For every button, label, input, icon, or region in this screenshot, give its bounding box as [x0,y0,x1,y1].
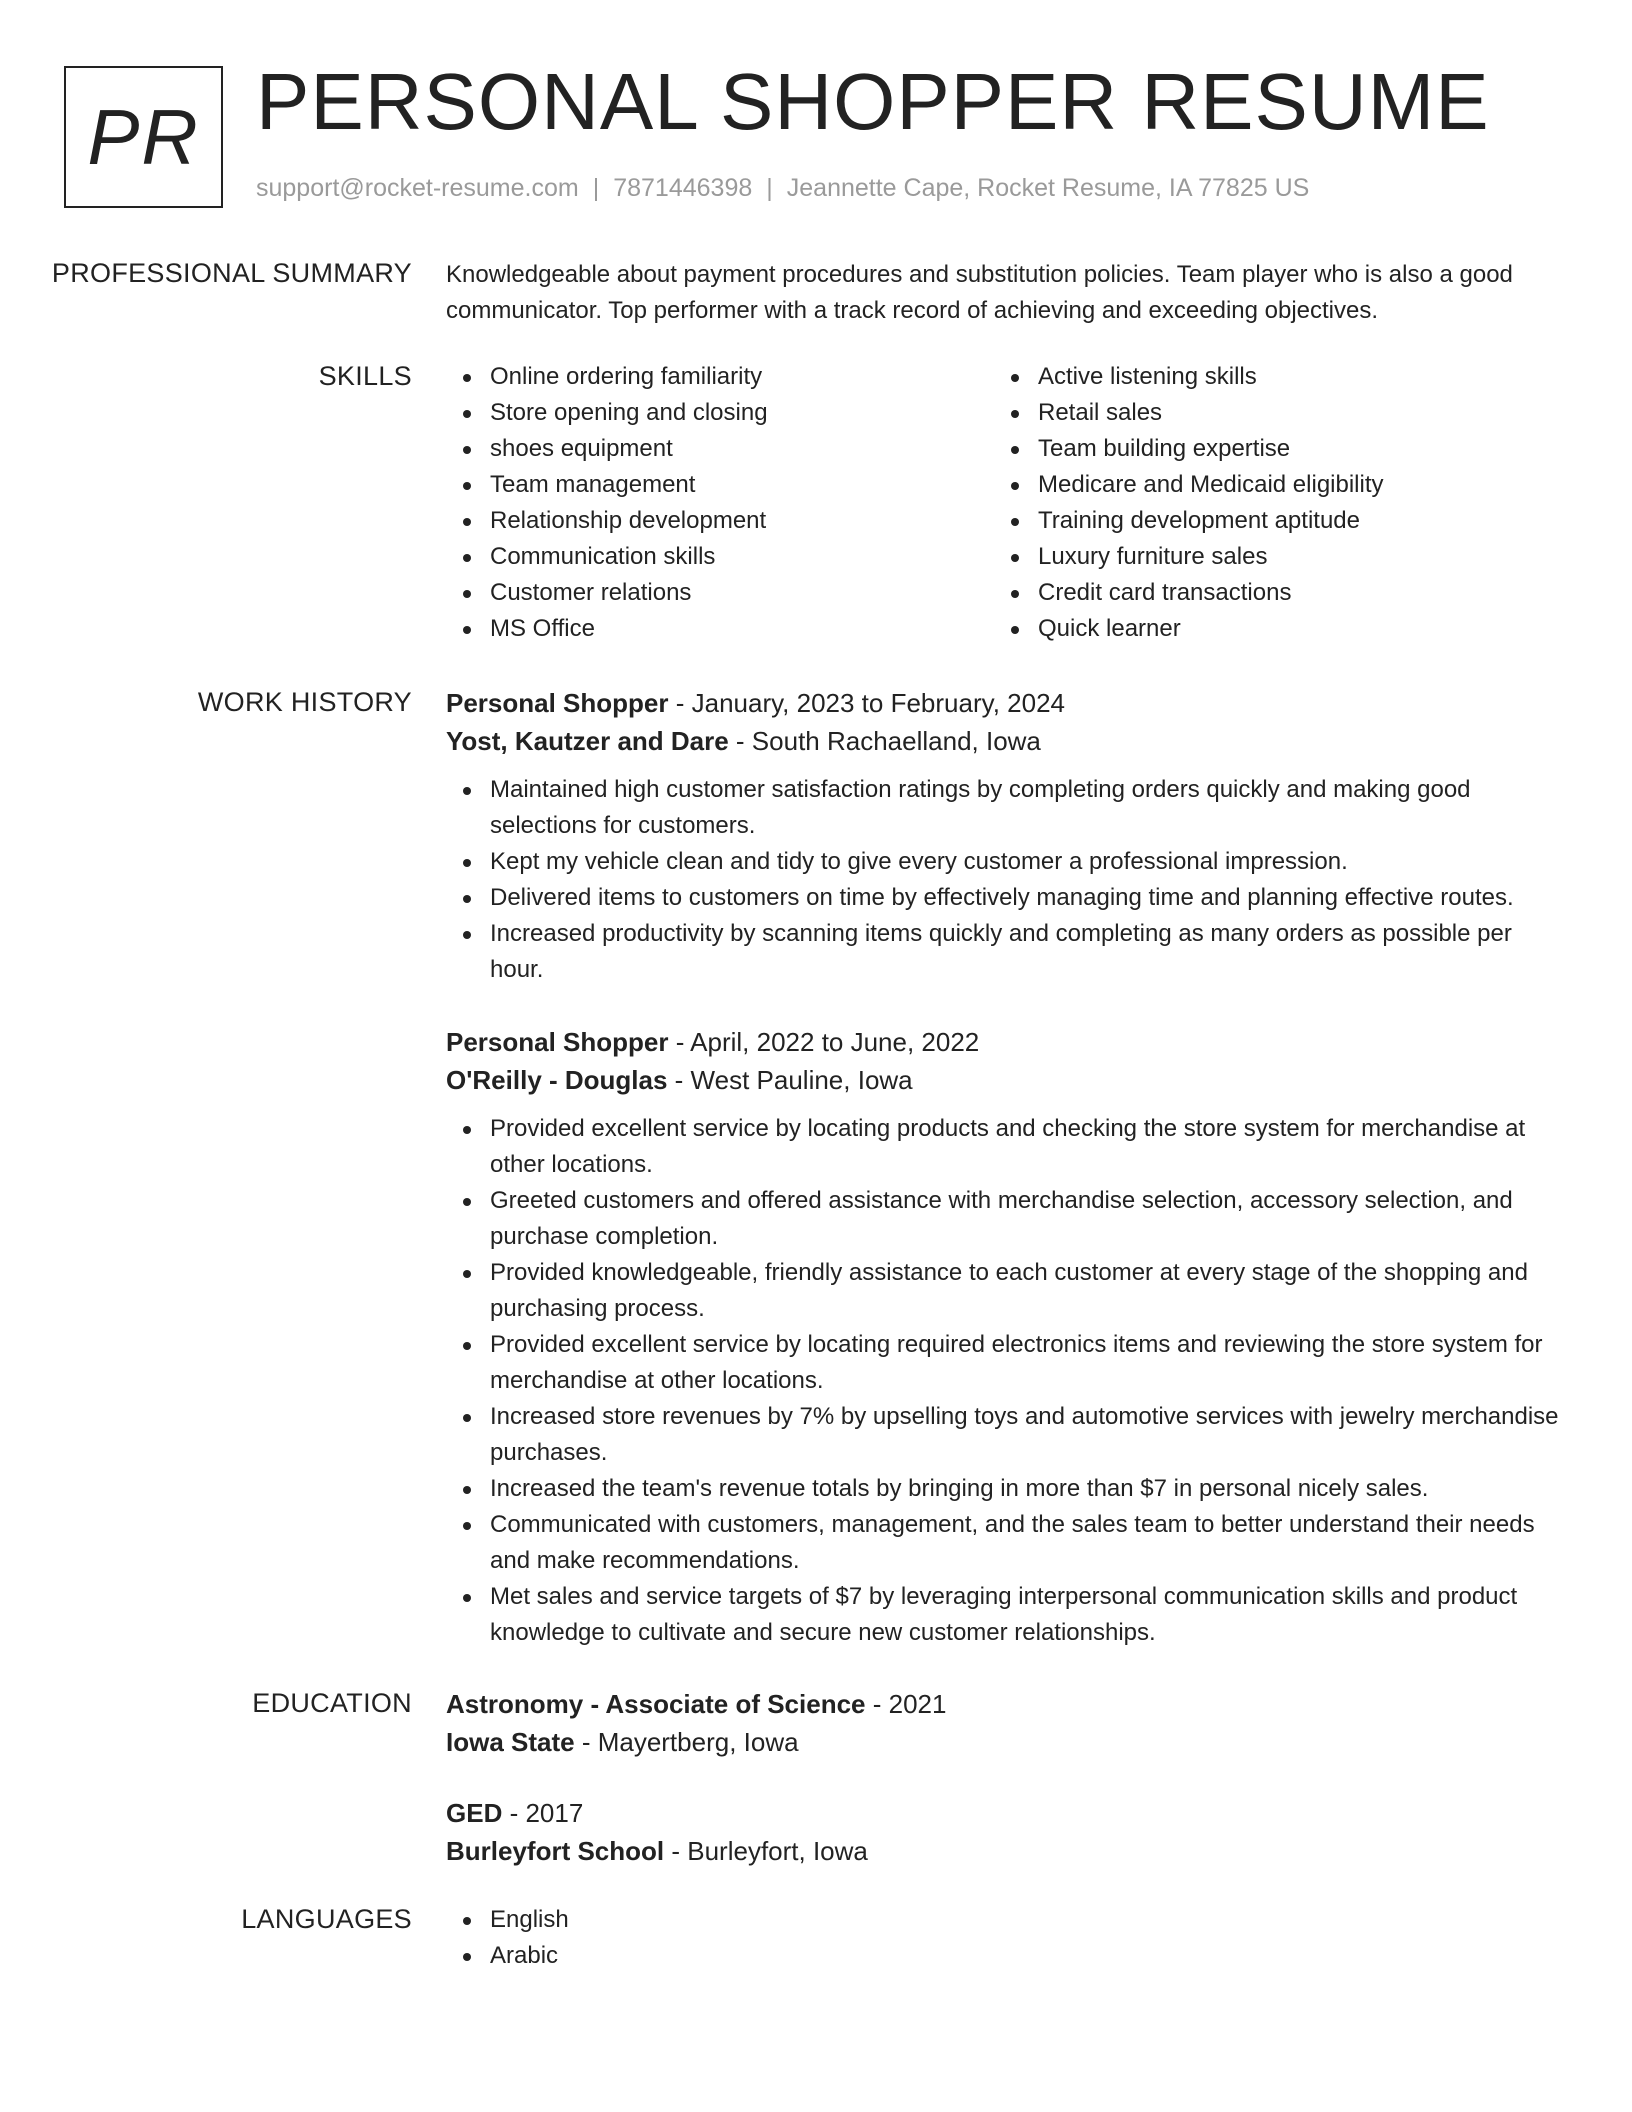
skill-item: Team building expertise [994,431,1542,467]
language-item: English [446,1902,1566,1938]
job-duty: Maintained high customer satisfaction ratings by completing orders quickly and making good selections for customers. [446,772,1566,844]
skill-item: Active listening skills [994,359,1542,395]
education-entry [446,1685,1566,1761]
job-duty: Increased productivity by scanning items quickly and completing as many orders as possible per hour. [446,916,1566,988]
skill-item: Training development aptitude [994,503,1542,539]
job-location: - West Pauline, Iowa [667,1065,913,1095]
job-dates: - April, 2022 to June, 2022 [668,1027,980,1057]
education-degree: GED [446,1798,503,1828]
skill-item: Medicare and Medicaid eligibility [994,467,1542,503]
job-company: Yost, Kautzer and Dare [446,726,729,756]
summary-text: Knowledgeable about payment procedures and substitution policies. Team player who is also a good communicator. Top performer with a track record of achieving and exceeding objectives. [446,261,1513,324]
skill-item: Online ordering familiarity [446,359,994,395]
skills-list [446,359,1566,647]
education-year: - 2021 [865,1689,947,1719]
job-duty: Kept my vehicle clean and tidy to give every customer a professional impression. [446,844,1566,880]
contact-email[interactable]: support@rocket-resume.com [256,174,579,202]
job-duty: Delivered items to customers on time by effectively managing time and planning effective routes. [446,880,1566,916]
job-duty: Provided knowledgeable, friendly assistance to each customer at every stage of the shopping and purchasing process. [446,1255,1566,1327]
contact-address: Jeannette Cape, Rocket Resume, IA 77825 US [786,174,1310,202]
contact-phone[interactable]: 7871446398 [613,174,753,202]
education-school-line [446,1832,1566,1870]
job-duties [446,1111,1566,1651]
education-school: Iowa State [446,1727,575,1757]
job-duty: Increased store revenues by 7% by upselling toys and automotive services with jewelry merchandise purchases. [446,1399,1566,1471]
section-label-work: WORK HISTORY [197,687,412,717]
education-location: - Mayertberg, Iowa [574,1727,799,1757]
job-title: Personal Shopper [446,688,669,718]
skill-item: Team management [446,467,994,503]
job-entry [446,684,1566,988]
contact-line [256,174,1309,203]
job-title: Personal Shopper [446,1027,669,1057]
skill-item: MS Office [446,611,994,647]
education-school-line [446,1723,1566,1761]
education-degree: Astronomy - Associate of Science [446,1689,866,1719]
skill-item: Credit card transactions [994,575,1542,611]
job-heading [446,684,1566,722]
languages-list [446,1902,1566,1974]
skill-item: Communication skills [446,539,994,575]
skill-item: Store opening and closing [446,395,994,431]
education-location: - Burleyfort, Iowa [664,1836,868,1866]
skills-column-left [446,359,994,647]
job-location: - South Rachaelland, Iowa [728,726,1041,756]
job-employer [446,1061,1566,1099]
language-item: Arabic [446,1938,1566,1974]
contact-separator: | [592,174,600,202]
skill-item: Relationship development [446,503,994,539]
monogram-text: PR [87,92,200,181]
education-year: - 2017 [502,1798,584,1828]
education-heading [446,1794,1566,1832]
job-duty: Met sales and service targets of $7 by leveraging interpersonal communication skills and product knowledge to cultivate and secure new customer relationships. [446,1579,1566,1651]
job-entry [446,1023,1566,1651]
skills-column-right [994,359,1542,647]
skill-item: Luxury furniture sales [994,539,1542,575]
job-duty: Increased the team's revenue totals by bringing in more than $7 in personal nicely sales. [446,1471,1566,1507]
section-label-summary: PROFESSIONAL SUMMARY [51,258,412,288]
job-dates: - January, 2023 to February, 2024 [668,688,1065,718]
job-duty: Provided excellent service by locating required electronics items and reviewing the store system for merchandise at other locations. [446,1327,1566,1399]
education-entry [446,1794,1566,1870]
skill-item: Quick learner [994,611,1542,647]
job-duty: Greeted customers and offered assistance with merchandise selection, accessory selection, and purchase completion. [446,1183,1566,1255]
contact-separator: | [766,174,773,202]
section-label-languages: LANGUAGES [241,1904,412,1934]
job-heading [446,1023,1566,1061]
job-company: O'Reilly - Douglas [446,1065,668,1095]
job-duty: Provided excellent service by locating products and checking the store system for merchandise at other locations. [446,1111,1566,1183]
section-label-education: EDUCATION [252,1688,412,1718]
skill-item: Customer relations [446,575,994,611]
job-duty: Communicated with customers, management, and the sales team to better understand their needs and make recommendations. [446,1507,1566,1579]
resume-title: PERSONAL SHOPPER RESUME [256,57,1490,146]
education-heading [446,1685,1566,1723]
skill-item: Retail sales [994,395,1542,431]
job-employer [446,722,1566,760]
skill-item: shoes equipment [446,431,994,467]
languages-items [446,1902,1566,1974]
job-duties [446,772,1566,988]
monogram-logo [64,66,223,208]
education-school: Burleyfort School [446,1836,665,1866]
section-label-skills: SKILLS [318,361,412,391]
